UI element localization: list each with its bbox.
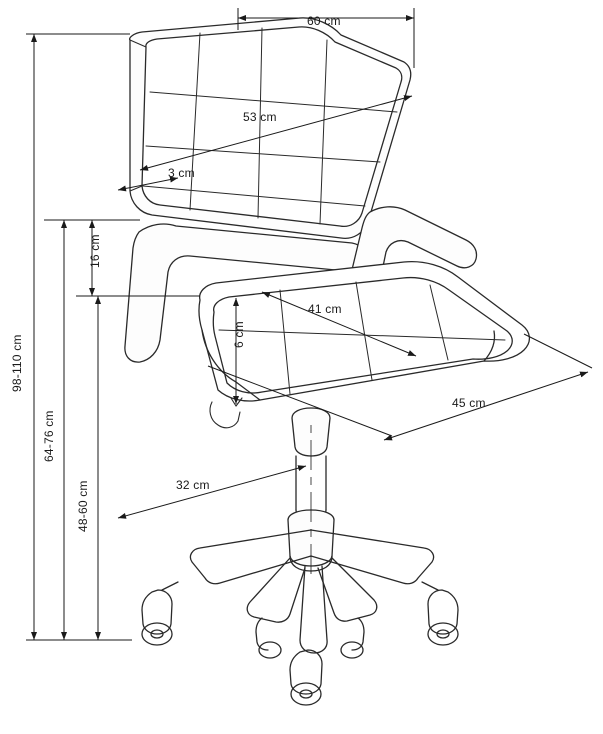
- dimension-label-total-height: 98-110 cm: [10, 334, 24, 392]
- chair-illustration: [125, 18, 530, 705]
- dimension-label-seat-width: 41 cm: [308, 302, 342, 316]
- dimension-label-seat-height: 48-60 cm: [76, 480, 90, 532]
- dimension-label-armrest-top-height: 64-76 cm: [42, 410, 56, 462]
- dimension-label-backrest-thickness: 3 cm: [168, 166, 195, 180]
- dimension-label-seat-depth: 45 cm: [452, 396, 486, 410]
- dimension-label-seat-thickness: 6 cm: [232, 321, 246, 348]
- dimension-label-backrest-height: 53 cm: [243, 110, 277, 124]
- dimension-label-backrest-width: 60 cm: [307, 14, 341, 28]
- dimension-label-armrest-height: 16 cm: [88, 234, 102, 268]
- dimension-label-base-diameter: 32 cm: [176, 478, 210, 492]
